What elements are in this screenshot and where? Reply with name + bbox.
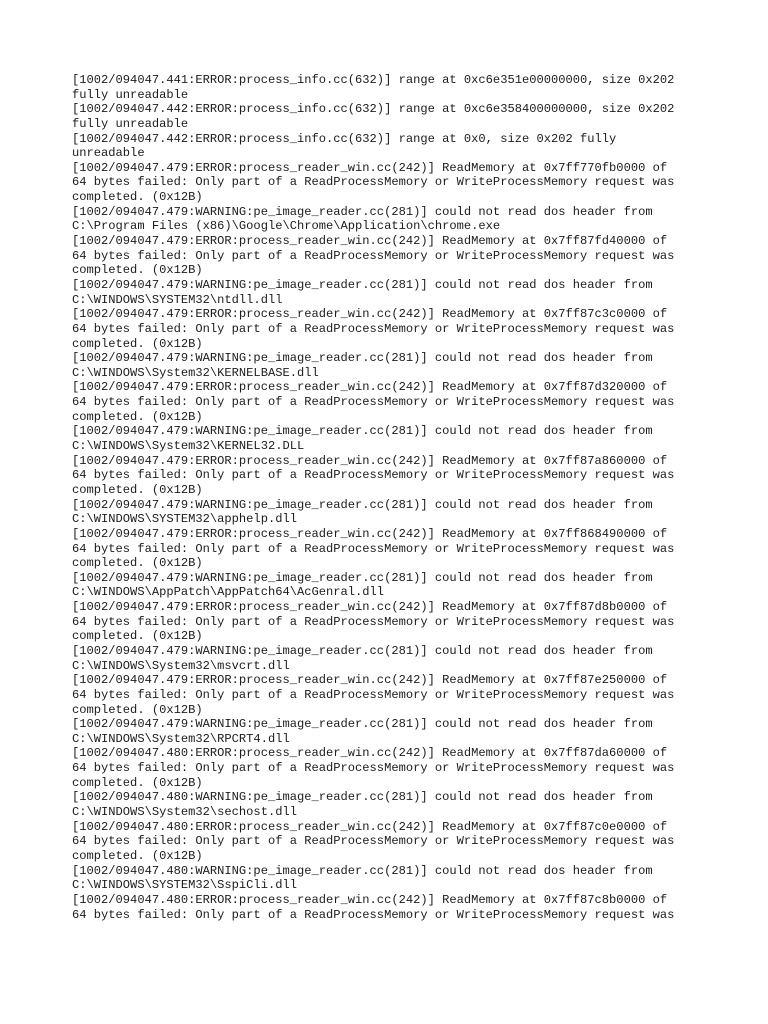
log-line: [1002/094047.479:ERROR:process_reader_win.cc(242)] ReadMemory at 0x7ff87e250000 of	[72, 673, 668, 688]
log-line: 64 bytes failed: Only part of a ReadProcessMemory or WriteProcessMemory request was	[72, 614, 675, 629]
log-line: completed. (0x12B)	[72, 702, 203, 717]
log-line: 64 bytes failed: Only part of a ReadProcessMemory or WriteProcessMemory request was	[72, 175, 675, 190]
log-line: [1002/094047.479:ERROR:process_reader_win.cc(242)] ReadMemory at 0x7ff87d320000 of	[72, 380, 668, 395]
log-line: C:\WINDOWS\AppPatch\AppPatch64\AcGenral.dll	[72, 585, 385, 600]
log-line: [1002/094047.441:ERROR:process_info.cc(632)] range at 0xc6e351e00000000, size 0x202	[72, 73, 675, 87]
log-line: C:\WINDOWS\System32\KERNEL32.DLL	[72, 439, 305, 454]
log-line: [1002/094047.442:ERROR:process_info.cc(632)] range at 0xc6e358400000000, size 0x202	[72, 102, 675, 117]
log-line: [1002/094047.479:ERROR:process_reader_win.cc(242)] ReadMemory at 0x7ff868490000 of	[72, 526, 668, 541]
log-line: completed. (0x12B)	[72, 482, 203, 497]
log-line: [1002/094047.442:ERROR:process_info.cc(632)] range at 0x0, size 0x202 fully	[72, 131, 617, 146]
log-line: completed. (0x12B)	[72, 263, 203, 278]
log-line: completed. (0x12B)	[72, 409, 203, 424]
log-line: completed. (0x12B)	[72, 629, 203, 644]
log-line: C:\WINDOWS\System32\KERNELBASE.dll	[72, 365, 319, 380]
log-line: [1002/094047.480:ERROR:process_reader_win.cc(242)] ReadMemory at 0x7ff87c8b0000 of	[72, 892, 668, 907]
log-line: 64 bytes failed: Only part of a ReadProcessMemory or WriteProcessMemory request was	[72, 761, 675, 776]
log-line: [1002/094047.480:ERROR:process_reader_win.cc(242)] ReadMemory at 0x7ff87c0e0000 of	[72, 819, 668, 834]
log-line: 64 bytes failed: Only part of a ReadProcessMemory or WriteProcessMemory request was	[72, 541, 675, 556]
log-line: C:\WINDOWS\SYSTEM32\apphelp.dll	[72, 512, 297, 527]
log-line: [1002/094047.479:WARNING:pe_image_reader.cc(281)] could not read dos header from	[72, 643, 653, 658]
log-line: [1002/094047.479:ERROR:process_reader_win.cc(242)] ReadMemory at 0x7ff87fd40000 of	[72, 234, 668, 249]
log-line: fully unreadable	[72, 87, 189, 102]
log-line: 64 bytes failed: Only part of a ReadProcessMemory or WriteProcessMemory request was	[72, 834, 675, 849]
log-line: [1002/094047.479:WARNING:pe_image_reader.cc(281)] could not read dos header from	[72, 351, 653, 366]
debug-log	[72, 73, 712, 922]
log-line: [1002/094047.479:WARNING:pe_image_reader.cc(281)] could not read dos header from	[72, 204, 653, 219]
log-line: [1002/094047.480:WARNING:pe_image_reader.cc(281)] could not read dos header from	[72, 790, 653, 805]
log-line: completed. (0x12B)	[72, 848, 203, 863]
log-line: 64 bytes failed: Only part of a ReadProcessMemory or WriteProcessMemory request was	[72, 321, 675, 336]
log-line: completed. (0x12B)	[72, 336, 203, 351]
log-line: completed. (0x12B)	[72, 556, 203, 571]
log-line: C:\Program Files (x86)\Google\Chrome\Application\chrome.exe	[72, 219, 501, 234]
log-line: 64 bytes failed: Only part of a ReadProcessMemory or WriteProcessMemory request was	[72, 468, 675, 483]
log-line: 64 bytes failed: Only part of a ReadProcessMemory or WriteProcessMemory request was	[72, 395, 675, 410]
log-line: [1002/094047.479:WARNING:pe_image_reader.cc(281)] could not read dos header from	[72, 717, 653, 732]
log-line: [1002/094047.479:WARNING:pe_image_reader.cc(281)] could not read dos header from	[72, 570, 653, 585]
log-line: C:\WINDOWS\System32\sechost.dll	[72, 805, 297, 820]
log-line: [1002/094047.479:WARNING:pe_image_reader.cc(281)] could not read dos header from	[72, 277, 653, 292]
log-line: completed. (0x12B)	[72, 190, 203, 205]
log-line: [1002/094047.479:WARNING:pe_image_reader.cc(281)] could not read dos header from	[72, 497, 653, 512]
log-line: 64 bytes failed: Only part of a ReadProcessMemory or WriteProcessMemory request was	[72, 248, 675, 263]
log-line: C:\WINDOWS\System32\msvcrt.dll	[72, 658, 290, 673]
log-line: [1002/094047.479:ERROR:process_reader_win.cc(242)] ReadMemory at 0x7ff87c3c0000 of	[72, 307, 668, 322]
log-line: [1002/094047.479:WARNING:pe_image_reader.cc(281)] could not read dos header from	[72, 424, 653, 439]
log-line: [1002/094047.479:ERROR:process_reader_win.cc(242)] ReadMemory at 0x7ff770fb0000 of	[72, 160, 668, 175]
log-line: 64 bytes failed: Only part of a ReadProcessMemory or WriteProcessMemory request was	[72, 687, 675, 702]
log-line: [1002/094047.480:ERROR:process_reader_win.cc(242)] ReadMemory at 0x7ff87da60000 of	[72, 746, 668, 761]
log-line: 64 bytes failed: Only part of a ReadProcessMemory or WriteProcessMemory request was	[72, 907, 675, 922]
log-line: C:\WINDOWS\SYSTEM32\ntdll.dll	[72, 292, 283, 307]
log-line: [1002/094047.480:WARNING:pe_image_reader.cc(281)] could not read dos header from	[72, 863, 653, 878]
log-line: [1002/094047.479:ERROR:process_reader_win.cc(242)] ReadMemory at 0x7ff87d8b0000 of	[72, 600, 668, 615]
log-line: [1002/094047.479:ERROR:process_reader_win.cc(242)] ReadMemory at 0x7ff87a860000 of	[72, 453, 668, 468]
log-line: completed. (0x12B)	[72, 775, 203, 790]
log-line: fully unreadable	[72, 116, 189, 131]
log-line: C:\WINDOWS\System32\RPCRT4.dll	[72, 731, 290, 746]
log-line: C:\WINDOWS\SYSTEM32\SspiCli.dll	[72, 878, 297, 893]
log-line: unreadable	[72, 146, 145, 161]
